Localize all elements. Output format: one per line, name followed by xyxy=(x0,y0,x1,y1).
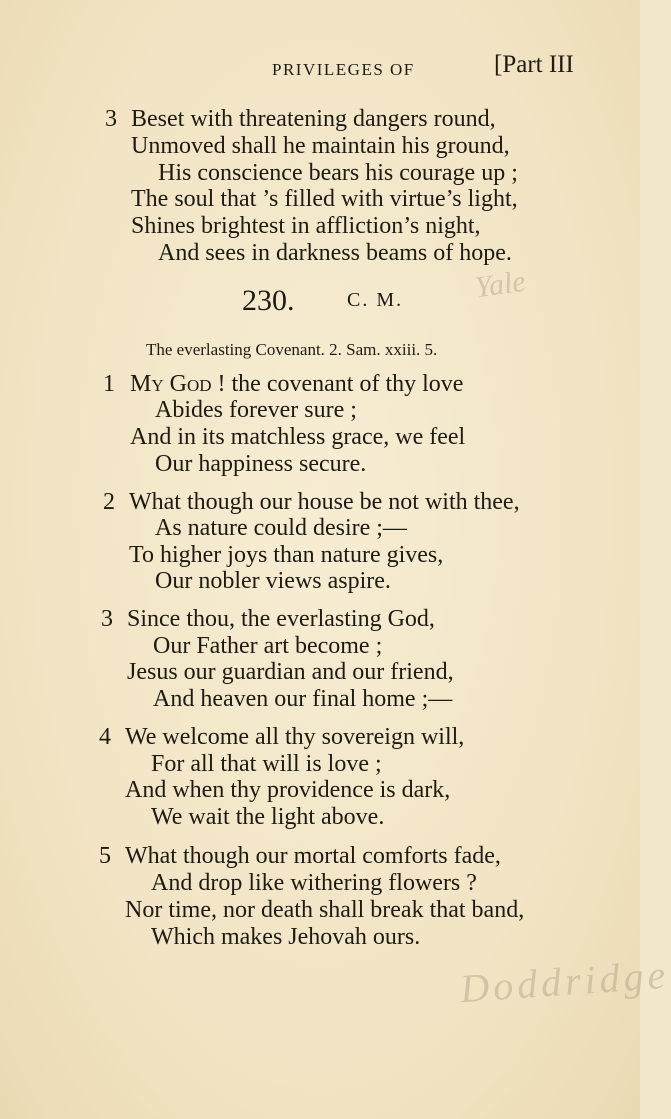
hymn-subtitle: The everlasting Covenant. 2. Sam. xxiii. 5. xyxy=(146,340,438,359)
part-label: [Part III xyxy=(494,51,574,78)
verse-line: And drop like withering flowers ? xyxy=(151,870,477,896)
stanza-number: 5 xyxy=(99,843,111,869)
verse-line: And in its matchless grace, we feel xyxy=(130,424,466,450)
hymn-meter: C. M. xyxy=(347,289,404,311)
stanza-number: 3 xyxy=(101,606,113,632)
stanza-number: 2 xyxy=(103,489,115,515)
verse-line: Which makes Jehovah ours. xyxy=(151,924,421,950)
stanza-number: 3 xyxy=(105,106,117,132)
verse-line: Unmoved shall he maintain his ground, xyxy=(131,133,510,159)
verse-line: Beset with threatening dangers round, xyxy=(131,106,496,132)
stanza-number: 4 xyxy=(99,724,111,750)
verse-line: Jesus our guardian and our friend, xyxy=(127,659,454,685)
verse-line: Our Father art become ; xyxy=(153,633,383,659)
verse-line: Nor time, nor death shall break that band, xyxy=(125,897,525,923)
verse-line: What though our mortal comforts fade, xyxy=(125,843,501,869)
verse-line: My God ! the covenant of thy love xyxy=(130,371,464,397)
verse-line: And heaven our final home ;— xyxy=(153,686,453,712)
verse-line: Since thou, the everlasting God, xyxy=(127,606,435,632)
hymn-number: 230. xyxy=(242,284,295,317)
verse-line: To higher joys than nature gives, xyxy=(129,542,444,568)
verse-line: And sees in darkness beams of hope. xyxy=(158,240,512,266)
stanza-number: 1 xyxy=(103,371,115,397)
running-title: PRIVILEGES OF xyxy=(272,60,415,79)
handwritten-signature: Doddridge xyxy=(458,951,671,1012)
first-word: My God xyxy=(130,371,212,397)
verse-line: For all that will is love ; xyxy=(151,751,382,777)
handwritten-note: Yale xyxy=(472,264,528,305)
verse-line: His conscience bears his courage up ; xyxy=(158,160,518,186)
verse-line: And when thy providence is dark, xyxy=(125,777,451,803)
verse-line: What though our house be not with thee, xyxy=(129,489,520,515)
verse-line: We wait the light above. xyxy=(151,804,385,830)
verse-line: As nature could desire ;— xyxy=(155,515,407,541)
verse-line: Shines brightest in affliction’s night, xyxy=(131,213,481,239)
verse-line: Our nobler views aspire. xyxy=(155,568,391,594)
verse-line: We welcome all thy sovereign will, xyxy=(125,724,465,750)
verse-line: Abides forever sure ; xyxy=(155,397,357,423)
verse-line: Our happiness secure. xyxy=(155,451,367,477)
verse-line: The soul that ’s filled with virtue’s light, xyxy=(131,186,518,212)
